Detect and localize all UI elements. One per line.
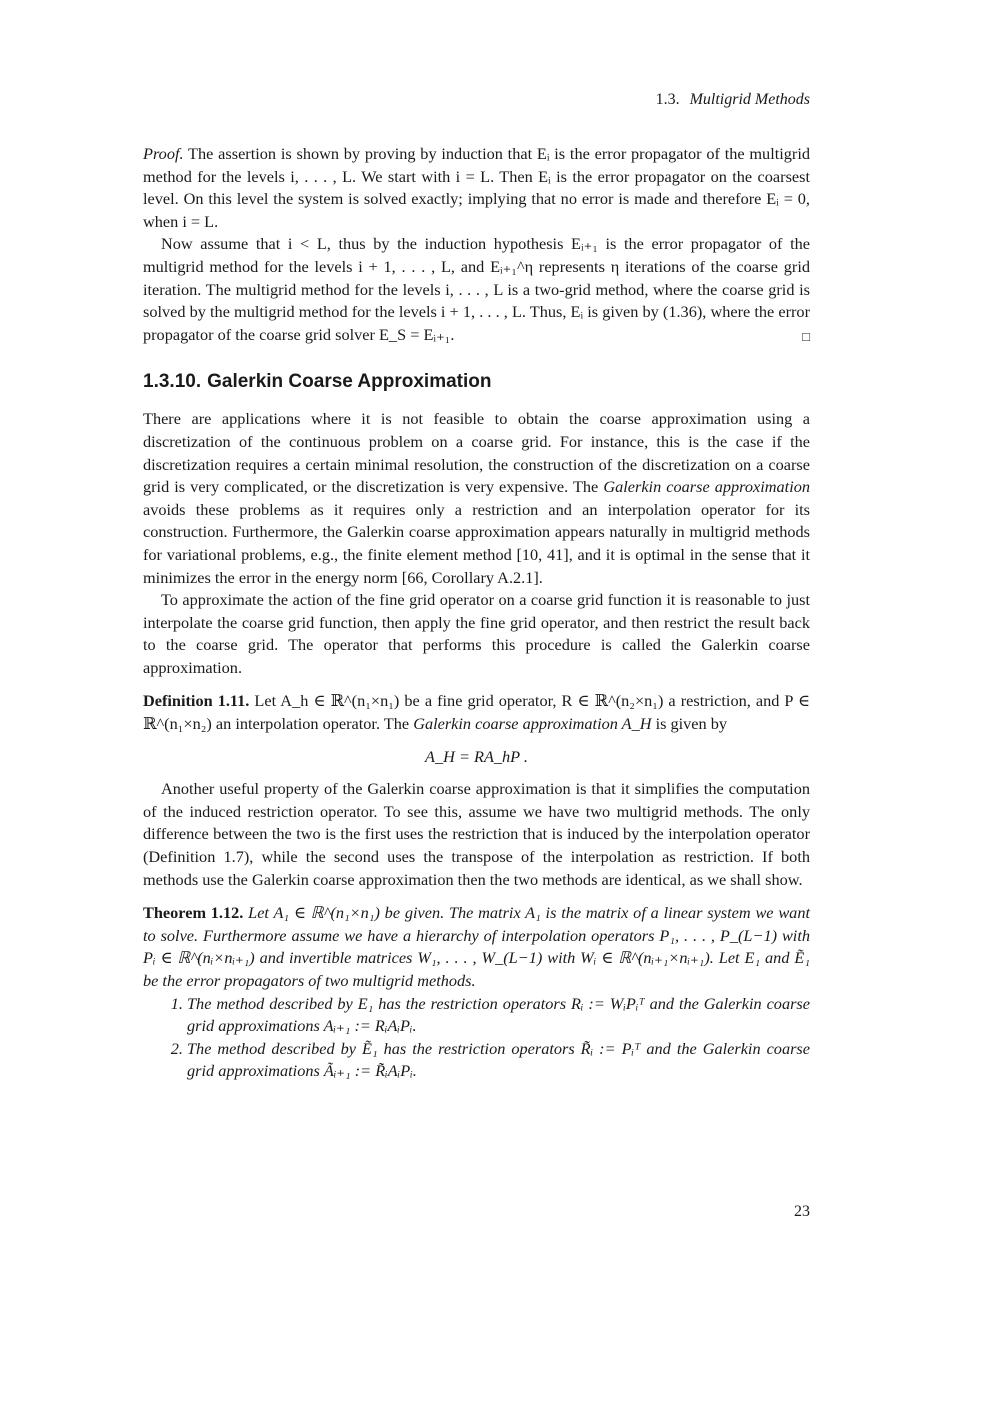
section-paragraph-2: To approximate the action of the fine grid operator on a coarse grid function it is reasonable to just interpolate the coarse grid function, then apply the fine grid operator, and then restrict the result back to the coarse grid. The operator that performs this procedure is called the Galerkin coarse approximation.	[143, 590, 810, 677]
proof-label: Proof.	[143, 144, 184, 163]
theorem-list	[143, 993, 810, 1083]
theorem-item: 2. The method described by Ẽ₁ has the restriction operators R̃ᵢ := Pᵢᵀ and the Galerkin coarse grid approximations Ãᵢ₊₁ := R̃ᵢAᵢPᵢ.	[187, 1038, 810, 1083]
theorem-text: Let A₁ ∈ ℝ^(n₁×n₁) be given. The matrix A₁ is the matrix of a linear system we want to solve. Furthermore assume we have a hierarchy of interpolation operators P₁, . . . , P_(L−1) with Pᵢ ∈ ℝ^(nᵢ×nᵢ₊₁) and invertible matrices W₁, . . . , W_(L−1) with Wᵢ ∈ ℝ^(nᵢ₊₁×nᵢ₊₁). Let E₁ and Ẽ₁ be the error propagators of two multigrid methods.	[143, 903, 810, 990]
section-paragraph-1	[143, 408, 810, 589]
proof-text-2: Now assume that i < L, thus by the induction hypothesis Eᵢ₊₁ is the error propagator of the multigrid method for the levels i + 1, . . . , L, and Eᵢ₊₁^η represents η iterations of the coarse grid iteration. The multigrid method for the levels i, . . . , L is a two-grid method, where the coarse grid is solved by the multigrid method for the levels i + 1, . . . , L. Thus, Eᵢ is given by (1.36), where the error propagator of the coarse grid solver E_S = Eᵢ₊₁.	[143, 234, 810, 344]
proof-paragraph-1	[143, 143, 810, 233]
section-paragraph-1-text-b: avoids these problems as it requires only a restriction and an interpolation operator for its construction. Furthermore, the Galerkin coarse approximation appears naturally in multigrid methods for variational problems, e.g., the finite element method [10, 41], and it is optimal in the sense that it minimizes the error in the energy norm [66, Corollary A.2.1].	[143, 499, 810, 587]
section-number: 1.3.10.	[143, 371, 202, 393]
definition-block	[143, 690, 810, 735]
theorem-label: Theorem 1.12.	[143, 903, 244, 923]
running-head-section-number: 1.3.	[655, 91, 680, 108]
definition-formula: A_H = RA_hP .	[425, 746, 528, 766]
section-heading	[143, 370, 810, 394]
body-text	[143, 143, 810, 1083]
section-paragraph-1-text-a: There are applications where it is not feasible to obtain the coarse approximation using a discretization of the continuous problem on a coarse grid. For instance, this is the case if the discretization requires a certain minimal resolution, the construction of the discretization on a coarse grid is very complicated, or the discretization is very expensive. The	[143, 409, 810, 497]
proof-paragraph-2	[143, 233, 810, 346]
qed-symbol: □	[802, 328, 810, 344]
running-head	[656, 91, 810, 109]
section-title: Galerkin Coarse Approximation	[207, 371, 492, 393]
definition-text-b: is given by	[651, 714, 728, 734]
definition-label: Definition 1.11.	[143, 691, 250, 711]
theorem-block	[143, 902, 810, 992]
proof-text-1: The assertion is shown by proving by induction that Eᵢ is the error propagator of the multigrid method for the levels i, . . . , L. We start with i = L. Then Eᵢ is the error propagator on the coarsest level. On this level the system is solved exactly; implying that no error is made and therefore Eᵢ = 0, when i = L.	[143, 144, 810, 231]
theorem-item: 1. The method described by E₁ has the restriction operators Rᵢ := WᵢPᵢᵀ and the Galerkin coarse grid approximations Aᵢ₊₁ := RᵢAᵢPᵢ.	[187, 993, 810, 1038]
section-paragraph-1-emphasis: Galerkin coarse approximation	[603, 477, 810, 497]
definition-term: Galerkin coarse approximation A_H	[413, 714, 652, 734]
page-number: 23	[794, 1203, 810, 1220]
running-head-title: Multigrid Methods	[689, 91, 810, 108]
after-definition-paragraph: Another useful property of the Galerkin coarse approximation is that it simplifies the computation of the induced restriction operator. To see this, assume we have two multigrid methods. The only difference between the two is the first uses the restriction that is induced by the interpolation operator (Definition 1.7), while the second uses the transpose of the interpolation as restriction. If both methods use the Galerkin coarse approximation then the two methods are identical, as we shall show.	[143, 779, 810, 889]
definition-text-a: Let A_h ∈ ℝ^(n₁×n₁) be a fine grid operator, R ∈ ℝ^(n₂×n₁) a restriction, and P ∈ ℝ^(n₁×n₂) an interpolation operator. The	[143, 691, 810, 734]
